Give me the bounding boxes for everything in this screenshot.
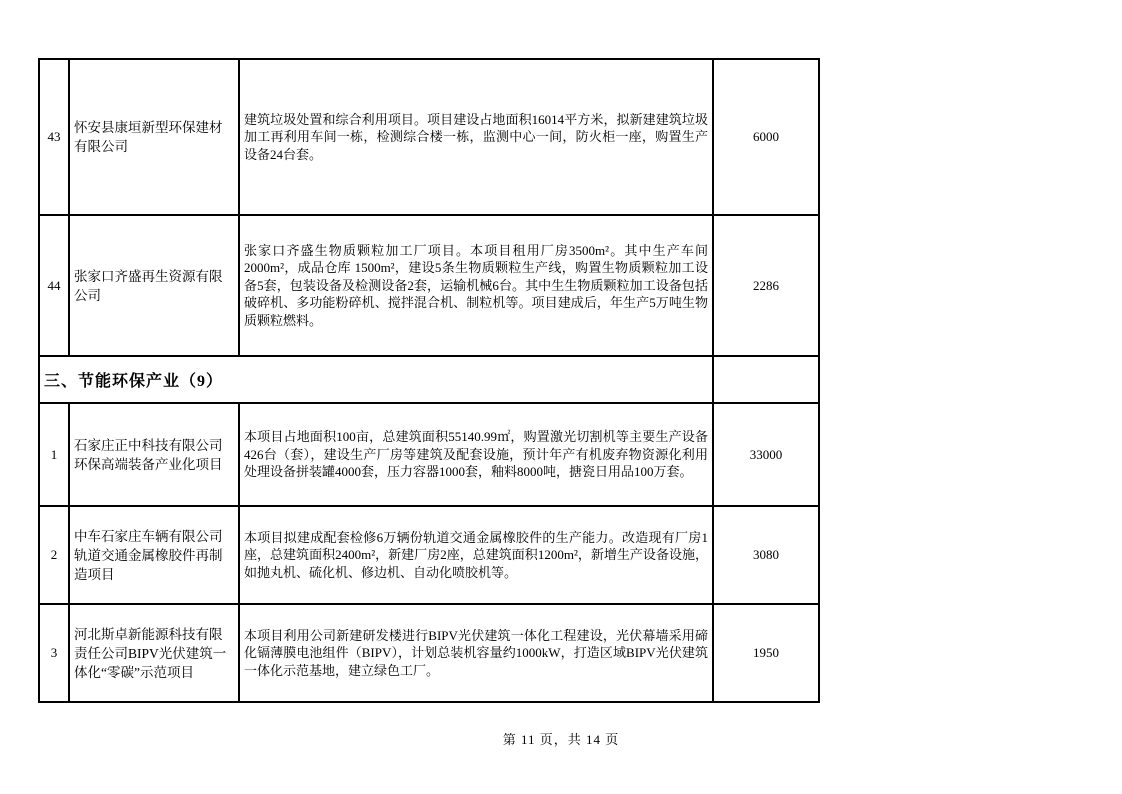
section-header-row	[39, 356, 819, 403]
projects-table	[38, 58, 820, 703]
investment-value-cell: 33000	[713, 403, 819, 506]
table-row	[39, 215, 819, 356]
page-footer: 第 11 页，共 14 页	[502, 732, 620, 747]
investment-value-cell: 3080	[713, 506, 819, 604]
investment-value-cell: 1950	[713, 604, 819, 702]
row-number-cell: 3	[39, 604, 69, 702]
section-header-cell: 三、节能环保产业（9）	[39, 356, 713, 403]
company-name-cell: 中车石家庄车辆有限公司轨道交通金属橡胶件再制造项目	[69, 506, 239, 604]
table-row	[39, 403, 819, 506]
table-row	[39, 506, 819, 604]
project-description-cell: 本项目利用公司新建研发楼进行BIPV光伏建筑一体化工程建设，光伏幕墙采用碲化镉薄膜电池组件（BIPV），计划总装机容量约1000kW，打造区域BIPV光伏建筑一体化示范基地，建立绿色工厂。	[239, 604, 713, 702]
company-name-cell: 河北斯卓新能源科技有限责任公司BIPV光伏建筑一体化“零碳”示范项目	[69, 604, 239, 702]
investment-value-cell: 6000	[713, 59, 819, 215]
table-row	[39, 604, 819, 702]
investment-value-cell: 2286	[713, 215, 819, 356]
row-number-cell: 1	[39, 403, 69, 506]
project-description-cell: 张家口齐盛生物质颗粒加工厂项目。本项目租用厂房3500m²。其中生产车间2000m²，成品仓库 1500m²，建设5条生物质颗粒生产线，购置生物质颗粒加工设备5套，包装设备及检测设备2套，运输机械6台。其中生生物质颗粒加工设备包括破碎机、多功能粉碎机、搅拌混合机、制粒机等。项目建成后，年生产5万吨生物质颗粒燃料。	[239, 215, 713, 356]
table-row	[39, 59, 819, 215]
company-name-cell: 怀安县康垣新型环保建材有限公司	[69, 59, 239, 215]
row-number-cell: 43	[39, 59, 69, 215]
project-description-cell: 本项目拟建成配套检修6万辆份轨道交通金属橡胶件的生产能力。改造现有厂房1座，总建筑面积2400m²，新建厂房2座，总建筑面积1200m²，新增生产设备设施，如抛丸机、硫化机、修边机、自动化喷胶机等。	[239, 506, 713, 604]
project-description-cell: 本项目占地面积100亩，总建筑面积55140.99㎡，购置激光切割机等主要生产设备426台（套），建设生产厂房等建筑及配套设施，预计年产有机废弃物资源化利用处理设备拼装罐4000套，压力容器1000套，釉料8000吨，搪瓷日用品100万套。	[239, 403, 713, 506]
row-number-cell: 2	[39, 506, 69, 604]
company-name-cell: 石家庄正中科技有限公司环保高端装备产业化项目	[69, 403, 239, 506]
row-number-cell: 44	[39, 215, 69, 356]
project-description-cell: 建筑垃圾处置和综合利用项目。项目建设占地面积16014平方米，拟新建建筑垃圾加工再利用车间一栋，检测综合楼一栋，监测中心一间，防火柜一座，购置生产设备24台套。	[239, 59, 713, 215]
company-name-cell: 张家口齐盛再生资源有限公司	[69, 215, 239, 356]
section-header-empty-cell	[713, 356, 819, 403]
